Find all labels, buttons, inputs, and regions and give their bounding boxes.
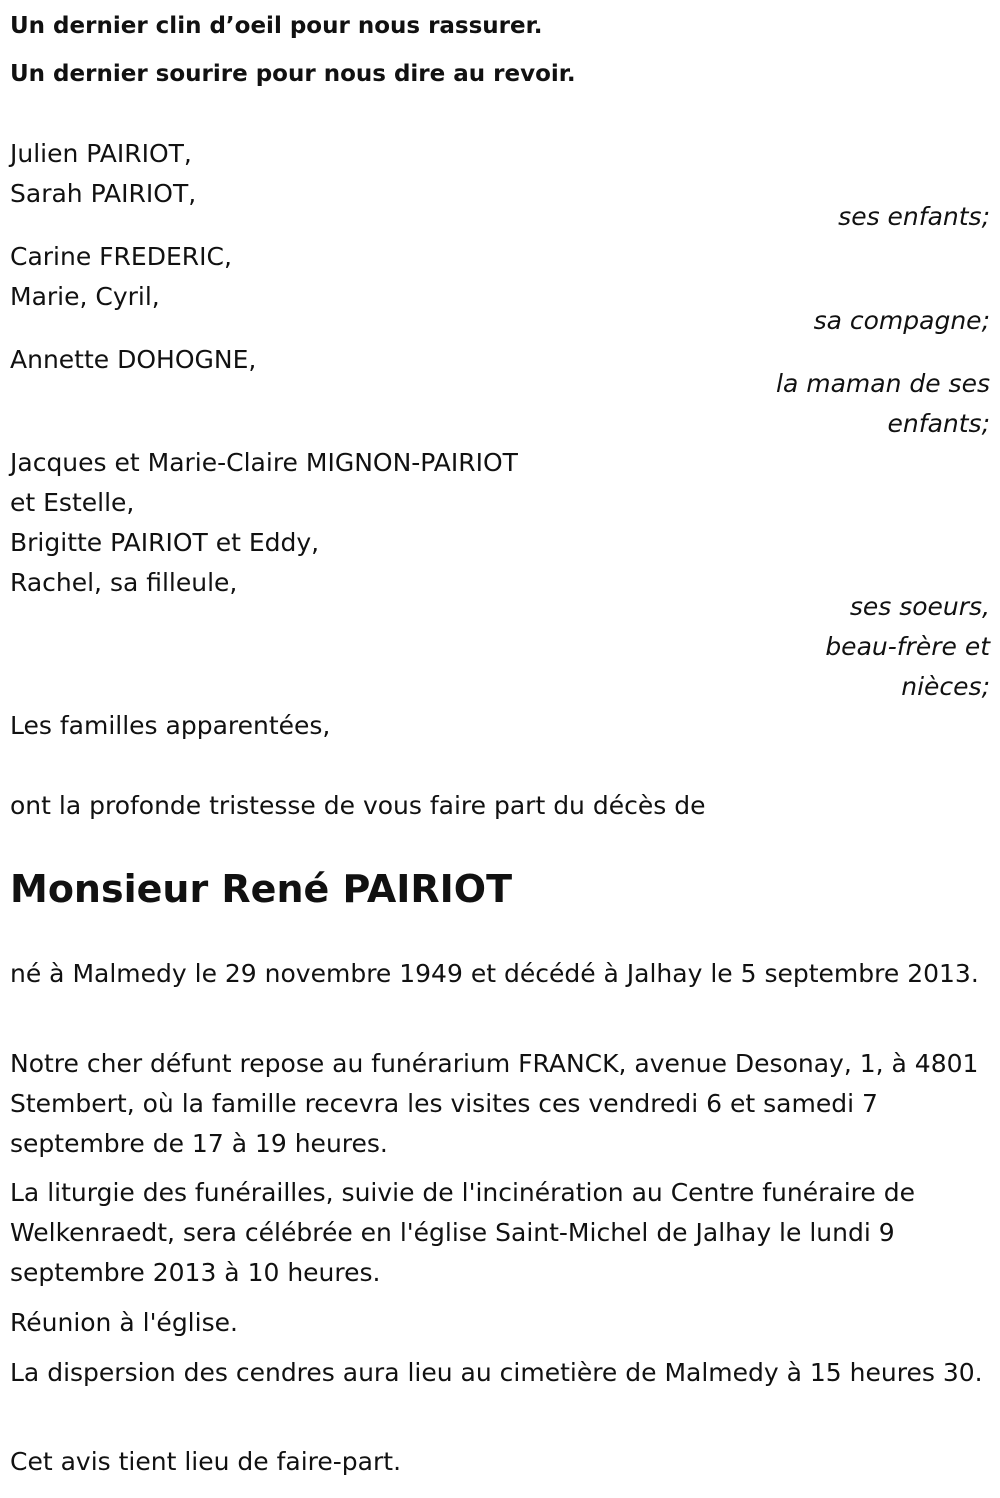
relation-label-siblings: beau-frère et	[825, 632, 990, 661]
mourner-name: Marie, Cyril,	[10, 282, 160, 311]
relation-label-mother: la maman de ses	[776, 369, 990, 398]
mourner-name: Les familles apparentées,	[10, 711, 331, 740]
mourner-name: Annette DOHOGNE,	[10, 345, 257, 374]
mourner-name: Sarah PAIRIOT,	[10, 179, 197, 208]
announcement-text: ont la profonde tristesse de vous faire part du décès de	[10, 791, 706, 820]
relation-label-mother: enfants;	[887, 409, 990, 438]
relation-label-siblings: nièces;	[901, 672, 990, 701]
mourner-name: Julien PAIRIOT,	[10, 139, 192, 168]
opening-quote-line-2: Un dernier sourire pour nous dire au revoir.	[10, 61, 576, 87]
mourner-name: et Estelle,	[10, 488, 135, 517]
funeral-home-paragraph: Notre cher défunt repose au funérarium FRANCK, avenue Desonay, 1, à 4801 Stembert, où la famille recevra les visites ces vendredi 6 et samedi 7 septembre de 17 à 19 heures.	[10, 1049, 979, 1158]
liturgy-paragraph: La liturgie des funérailles, suivie de l'incinération au Centre funéraire de Welkenraedt, sera célébrée en l'église Saint-Michel de Jalhay le lundi 9 septembre 2013 à 10 heures.	[10, 1178, 915, 1287]
meeting-paragraph: Réunion à l'église.	[10, 1308, 238, 1337]
opening-quote-line-1: Un dernier clin d’oeil pour nous rassurer.	[10, 13, 543, 39]
relation-label-children: ses enfants;	[838, 202, 990, 231]
mourner-name: Rachel, sa filleule,	[10, 568, 238, 597]
mourner-name: Brigitte PAIRIOT et Eddy,	[10, 528, 320, 557]
ashes-paragraph: La dispersion des cendres aura lieu au cimetière de Malmedy à 15 heures 30.	[10, 1358, 983, 1387]
closing-paragraph: Cet avis tient lieu de faire-part.	[10, 1447, 402, 1476]
mourner-name: Carine FREDERIC,	[10, 242, 232, 271]
relation-label-siblings: ses soeurs,	[849, 592, 990, 621]
deceased-name: Monsieur René PAIRIOT	[10, 867, 513, 911]
birth-death-paragraph: né à Malmedy le 29 novembre 1949 et décédé à Jalhay le 5 septembre 2013.	[10, 959, 979, 988]
mourner-name: Jacques et Marie-Claire MIGNON-PAIRIOT	[10, 448, 518, 477]
relation-label-partner: sa compagne;	[813, 306, 990, 335]
